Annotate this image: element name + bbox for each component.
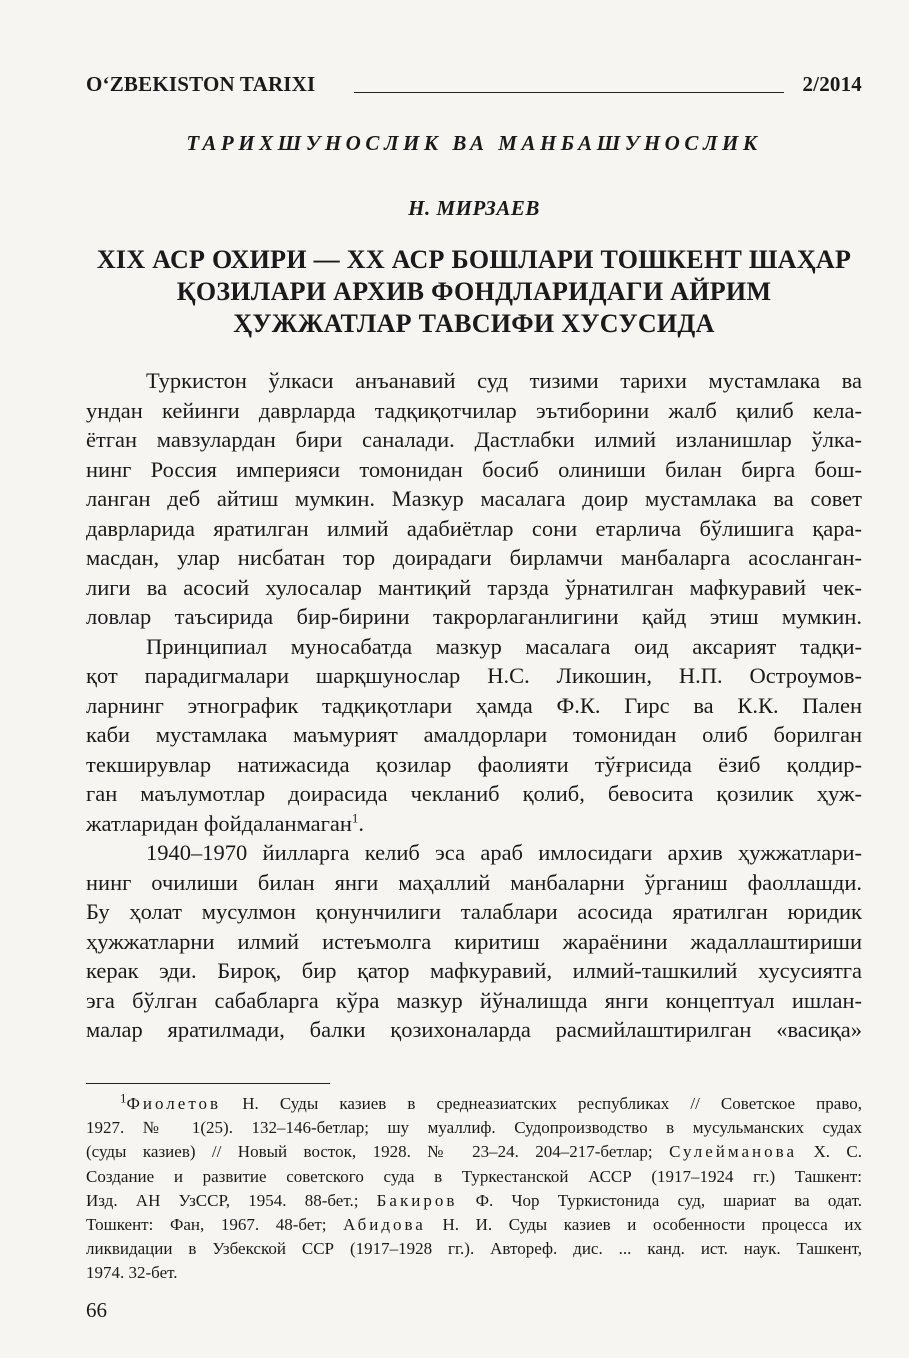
footnote-line bbox=[86, 1140, 862, 1164]
page-number: 66 bbox=[86, 1298, 107, 1322]
footnote-author: Абидова bbox=[343, 1215, 426, 1235]
issue-number: 2/2014 bbox=[802, 72, 862, 96]
journal-title: O‘ZBEKISTON TARIXI bbox=[86, 72, 316, 96]
body-line: текширувлар натижасида қозилар фаолияти тўғрисида ёзиб қолдир- bbox=[86, 751, 862, 777]
section-title: ТАРИХШУНОСЛИК ВА МАНБАШУНОСЛИК bbox=[186, 131, 762, 155]
footnote-separator bbox=[86, 1083, 330, 1084]
footnote bbox=[86, 1092, 862, 1286]
footnote-line bbox=[86, 1213, 862, 1237]
article-author: Н. МИРЗАЕВ bbox=[408, 196, 540, 220]
running-header bbox=[86, 66, 862, 100]
body-line: ётган мавзулардан бири саналади. Дастлабки илмий изланишлар ўлка- bbox=[86, 427, 862, 452]
body-line: Принципиал муносабатда мазкур масалага оид аксарият тадқи- bbox=[146, 633, 862, 659]
article-title bbox=[86, 244, 862, 340]
footnote-text: Н. Суды казиев в среднеазиатских республиках // Советское право, bbox=[221, 1094, 862, 1113]
footnote-line bbox=[86, 1092, 862, 1116]
body-line: ундан кейинги даврларда тадқиқотчилар эътиборини жалб қилиб кела- bbox=[86, 397, 862, 423]
footnote-line: 1927. № 1(25). 132–146-бетлар; шу муаллиф. Судопроизводство в мусульманских судах bbox=[86, 1118, 862, 1138]
footnote-text: Ф. Чор Туркистонида суд, шариат ва одат. bbox=[457, 1190, 862, 1210]
body-line: масдан, улар нисбатан тор доирадаги бирламчи манбаларга асосланган- bbox=[86, 545, 862, 570]
body-line: Туркистон ўлкаси анъанавий суд тизими тарихи мустамлака ва bbox=[146, 368, 862, 393]
footnote-number: 1 bbox=[120, 1090, 127, 1106]
body-line: нинг очилиши билан янги маҳаллий манбаларни ўрганиш фаоллашди. bbox=[86, 869, 862, 895]
body-line: ларнинг этнографик тадқиқотлари ҳамда Ф.К. Гирс ва К.К. Пален bbox=[86, 692, 862, 718]
body-line: қот парадигмалари шарқшунослар Н.С. Ликошин, Н.П. Остроумов- bbox=[86, 663, 862, 688]
body-line: жатларидан фойдаланмаган$^1$. bbox=[86, 810, 365, 836]
body-line-text: жатларидан фойдаланмаган bbox=[86, 810, 352, 836]
body-line: нинг Россия империяси томонидан босиб олиниши билан бирга бош- bbox=[86, 456, 862, 482]
footnote-line bbox=[86, 1189, 862, 1213]
article-body bbox=[86, 366, 862, 1045]
body-line: Бу ҳолат мусулмон қонунчилиги талаблари асосида яратилган юридик bbox=[86, 899, 862, 924]
body-line: керак эди. Бироқ, бир қатор мафкуравий, илмий-ташкилий хусусиятга bbox=[86, 958, 862, 983]
title-line: XIX АСР ОХИРИ — XX АСР БОШЛАРИ ТОШКЕНТ ШАҲАР bbox=[96, 245, 852, 274]
body-line: ган маълумотлар доирасида чекланиб қолиб, бевосита қозилик ҳуж- bbox=[86, 781, 862, 806]
footnote-author: Фиолетов bbox=[126, 1094, 222, 1113]
body-line: лиги ва асосий хулосалар мантиқий тарзда ўрнатилган мафкуравий чек- bbox=[86, 574, 862, 600]
title-line: ҚОЗИЛАРИ АРХИВ ФОНДЛАРИДАГИ АЙРИМ bbox=[176, 277, 772, 306]
footnote-text: Н. И. Суды казиев и особенности процесса их bbox=[425, 1215, 862, 1235]
footnote-line: 1974. 32-бет. bbox=[86, 1263, 178, 1283]
footnote-line: ликвидации в Узбекской ССР (1917–1928 гг.). Автореф. дис. ... канд. ист. наук. Ташкент, bbox=[86, 1239, 862, 1259]
body-line: ловлар таъсирида бир-бирини такрорлаганлигини қайд этиш мумкин. bbox=[86, 604, 862, 629]
body-line: ланган деб айтиш мумкин. Мазкур масалага доир мустамлака ва совет bbox=[86, 486, 862, 511]
footnote-text: Х. С. bbox=[797, 1142, 862, 1162]
header-rule bbox=[354, 92, 784, 93]
body-line: эга бўлган сабабларга кўра мазкур йўналишда янги концептуал ишлан- bbox=[86, 987, 862, 1013]
footnote-text: (суды казиев) // Новый восток, 1928. № 23–24. 204–217-бетлар; bbox=[86, 1142, 670, 1162]
body-line: даврларида яратилган илмий адабиётлар сони етарлича бўлишига қара- bbox=[86, 515, 862, 541]
body-line: 1940–1970 йилларга келиб эса араб имлосидаги архив ҳужжатлари- bbox=[146, 840, 862, 865]
footnote-line: Создание и развитие советского суда в Туркестанской АССР (1917–1924 гг.) Ташкент: bbox=[86, 1166, 862, 1186]
footnote-author: Бакиров bbox=[376, 1190, 458, 1210]
footnote-text: Тошкент: Фан, 1967. 48-бет; bbox=[86, 1215, 344, 1235]
body-line: малар яратилмади, балки қозихоналарда расмийлаштирилган «васиқа» bbox=[86, 1017, 862, 1042]
title-line: ҲУЖЖАТЛАР ТАВСИФИ ХУСУСИДА bbox=[233, 309, 715, 338]
footnote-author: Сулейманова bbox=[669, 1142, 798, 1162]
body-line: ҳужжатларни илмий истеъмолга киритиш жараёнини жадаллаштириши bbox=[86, 928, 862, 954]
footnote-reference[interactable]: 1 bbox=[351, 810, 359, 825]
body-line: каби мустамлака маъмурият амалдорлари томонидан олиб борилган bbox=[86, 722, 862, 747]
footnote-text: Изд. АН УзССР, 1954. 88-бет.; bbox=[86, 1190, 377, 1210]
